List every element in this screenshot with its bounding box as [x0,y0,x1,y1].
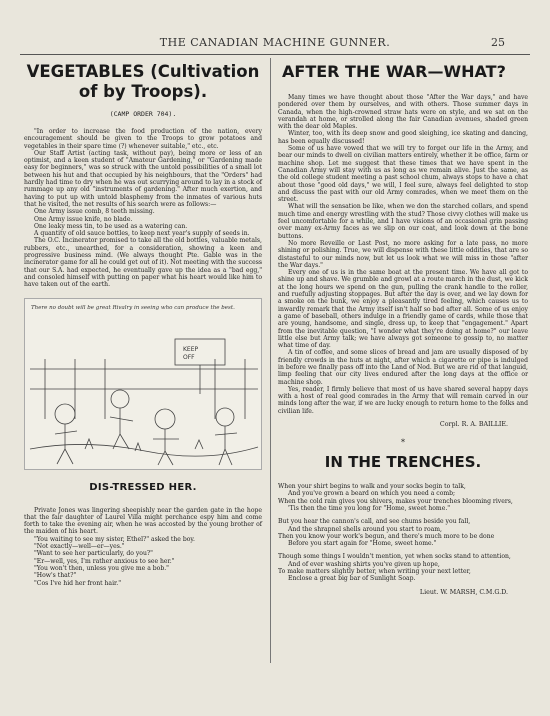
poem-line: Then you know your work's begun, and there's much more to be done [278,532,495,540]
war-headline: AFTER THE WAR—WHAT? [282,62,506,81]
poem-stanza [278,553,528,582]
cartoon-caption: There no doubt will be great Rivalry in seeing who can produce the best. [31,304,235,311]
dialogue-line: "Want to see her particularly, do you?" [34,550,153,558]
trenches-poem [278,483,528,583]
poem-line: And of ever washing shirts you've given up hope, [288,560,440,568]
poem-stanza [278,518,528,547]
poem-line: 'Tis then the time you long for "Home, sweet home." [288,504,451,512]
poem-line: Though some things I wouldn't mention, yet when socks stand to attention, [278,553,511,561]
war-paragraph: No more Reveille or Last Post, no more asking for a late pass, no more shining or polishing. True, we will dispense with these little oddities, that are so distasteful to our minds now, but let us look what we will miss in those "after the War days." [278,239,528,269]
cartoon-illustration [24,298,262,470]
list-item: A quantity of old sauce bottles, to keep next year's supply of seeds in. [34,230,250,238]
distressed-dialogue [24,536,262,587]
poem-line: And the shrapnel shells around you start to roam, [288,525,442,533]
distressed-headline: DIS-TRESSED HER. [89,481,197,493]
war-paragraph: Yes, reader, I firmly believe that most of us have shared several happy days with a host of real good comrades in the Army that will remain carved in our minds long after the war, if we are lucky enough to return home to the folks and civilian life. [278,385,528,415]
poem-line: To make matters slightly better, when writing your next letter, [278,568,471,576]
distressed-paragraph: Private Jones was lingering sheepishly near the garden gate in the hope that the fair daughter of Laurel Villa might perchance espy him and come forth to take the evening air, when he was accosted by the young brother of the maiden of his heart. [24,506,262,536]
war-paragraph: Every one of us is in the same boat at the present time. We have all got to shine up and shave. We grumble and growl at a route march in the dust, we kick at the long hours we spend on the gun, pulling the crank handle to the roller, and ruefully adjusting stoppages. But after the day is over, and we lay down for a smoke on the bunk, we enjoy a pleasantly tired feeling, which causes us to inwardly remark that the Army itself isn't half so bad after all. Some of us enjoy a game of baseball, others indulge in a friendly game of cards, while those that are young, handsome, and single, dress up, to keep that "engagement." Apart from the inevitable question, "I wonder what they're doing at home?" our leave little else but Army talk; we have always got someone to gossip to, no matter what time of day. [278,269,528,350]
poem-line: When the cold rain gives you shivers, makes your trenches blooming rivers, [278,497,513,505]
dialogue-line: "Er—well, yes, I'm rather anxious to see her." [34,557,175,565]
svg-text:OFF: OFF [183,353,195,361]
poem-stanza [278,483,528,512]
vegetables-paragraph-1: "In order to increase the food production of the nation, every encouragement should be given to the Troops to grow potatoes and vegetables in their spare time (?) whenever suitable," etc., etc. [24,128,262,150]
dialogue-line: "You won't then, unless you give me a bob." [34,564,169,572]
list-item: One leaky mess tin, to be used as a watering can. [34,222,188,230]
war-paragraph: A tin of coffee, and some slices of bread and jam are usually disposed of by friendly crowds in the huts at night, after which a cigarette or pipe is indulged in before we finally pass off into the Land of Nod. But we are rid of that languid, limp feeling that our city lives endured after the long days at the office or machine shop. [278,349,528,386]
vegetables-paragraph-3: The O.C. Incinerator promised to take all the old bottles, valuable metals, rubbers, etc., unearthed, for a consideration, showing a keen and progressive business mind. (We always thought Pte. Gable was in the incinerator game for all he could get out of it). Not meeting with the success that our S.A. had expected, he eventually gave up the idea as a "bad egg," and consoled himself with putting on paper what his heart would like him to have taken out of the earth. [24,237,262,289]
list-item: One Army issue knife, no blade. [34,215,133,223]
poem-line: Enclose a great big bar of Sunlight Soap. [288,575,416,583]
war-paragraph: Some of us have vowed that we will try to forget our life in the Army, and bear our minds to dwell on civilian matters entirely, whether it be office, farm or machine shop. Let me suggest that these times that we have spent in the Canadian Army will stay with us as long as we remain alive. Just the same, as the old college student meeting a past school chum, always stops to have a chat about those "good old days," we will, I feel sure, always feel delighted to stop and discuss the past with our old Army comrades, when we meet them on the street. [278,145,528,204]
war-paragraph: What will the sensation be like, when we don the starched collars, and spend much time and energy wrestling with the stud? Those civvy clothes will make us feel uncomfortable for a while, and I have visions of an occasional grin passing over many ex-Army faces as we slip on our coat, and look down at the bone buttons. [278,203,528,240]
dialogue-line: "Not exactly—well—er—yes." [34,543,125,551]
implements-list [24,208,262,237]
right-column [278,62,528,596]
poem-line: And you've grown a beard on which you need a comb; [288,490,456,498]
svg-text:KEEP: KEEP [183,345,199,353]
trenches-headline: IN THE TRENCHES. [324,453,482,472]
section-separator: * [401,438,405,448]
page-number: 25 [491,36,505,49]
poem-line: But you hear the cannon's call, and see chums beside you fall, [278,518,471,526]
dialogue-line: "You waiting to see my sister, Ethel?" asked the boy. [34,535,195,543]
war-paragraph: Many times we have thought about those "After the War days," and have pondered over them by ourselves, and with others. Those summer days in Canada, when the high-crowned straw hats were on style, and we sat on the verandah at home, or strolled along the fair Canadian avenues, shaded green with the dear old Maples. [278,94,528,131]
camp-order-label: (CAMP ORDER 704). [109,110,177,118]
vegetables-headline: VEGETABLES (Cultivation of by Troops). [26,62,260,101]
war-signature: Corpl. R. A. BAILLIE. [439,421,508,429]
column-divider [270,58,271,663]
page-header [0,36,550,52]
publication-title: THE CANADIAN MACHINE GUNNER. [159,36,391,49]
trenches-signature: Lieut. W. MARSH, C.M.G.D. [419,588,508,596]
list-item: One Army issue comb, 8 teeth missing. [34,208,155,216]
header-rule [20,54,530,55]
vegetables-paragraph-2: Our Staff Artist (acting task, without pay), being more or less of an optimist, and a keen student of "Amateur Gardening," or "Gardening made easy for beginners," was so struck with the untold possibilities of a small lot between his hut and that occupied by his neighbours, that the "Orders" had hardly had time to dry when he was out scurrying around to lay in a stock of rummage up any old "instruments of gardening." After much exertion, and having to put up with untold blasphemy from the inmates of various huts that he visited, the net results of his search were as follows:— [24,149,262,208]
cartoon-drawing [25,299,262,469]
dialogue-line: "How's that?" [34,572,77,580]
left-column [24,62,262,587]
war-paragraph: Winter, too, with its deep snow and good sleighing, ice skating and dancing, has been equally discussed! [278,130,528,145]
dialogue-line: "Cos I've hid her front hair." [34,579,121,587]
poem-line: Before you start again for "Home, sweet home." [288,540,437,548]
poem-line: When your shirt begins to walk and your socks begin to talk, [278,483,466,491]
